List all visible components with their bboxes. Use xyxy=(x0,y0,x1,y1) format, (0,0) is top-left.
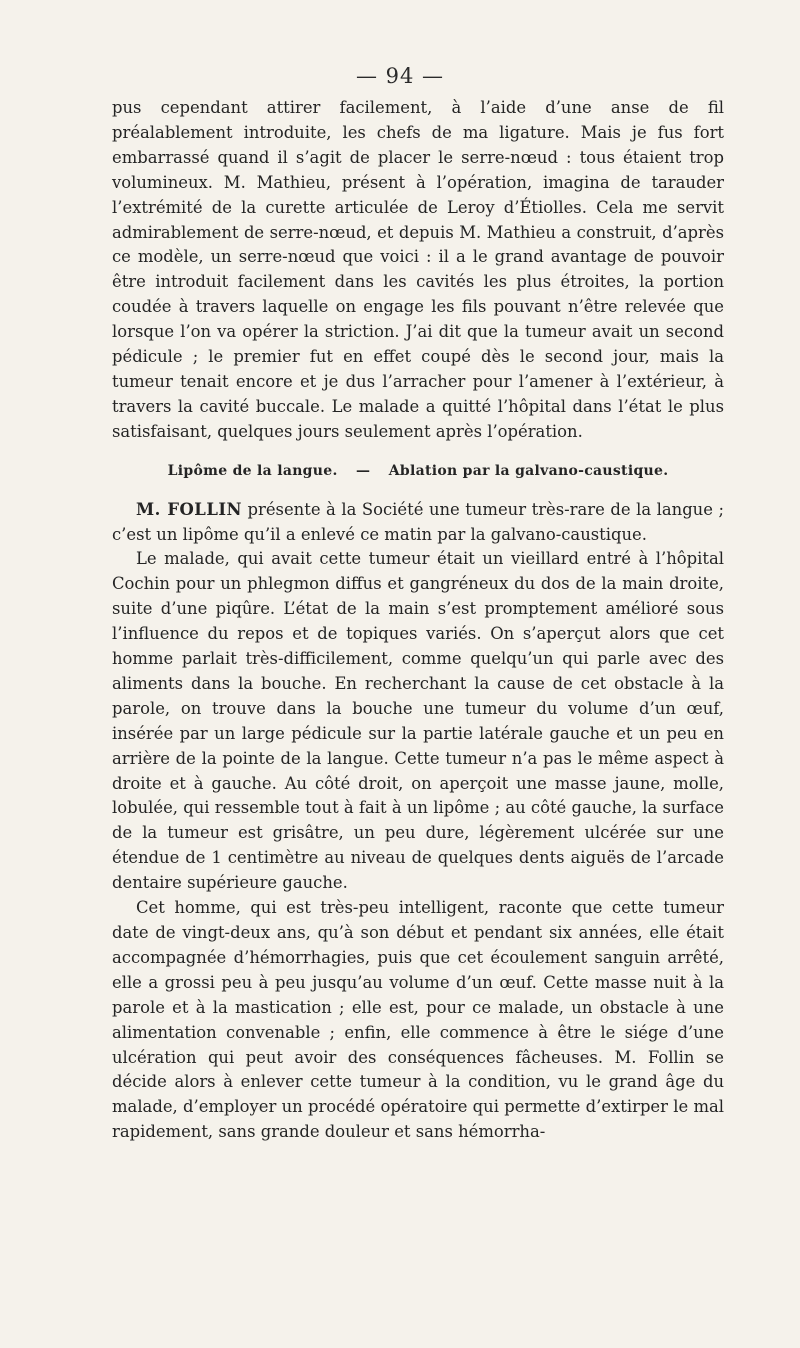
opening-paragraph: pus cependant attirer facilement, à l’aide d’une anse de fil préalablement introduite, les chefs de ma ligature. Mais je fus fort embarrassé quand il s’agit de placer le serre-nœud : tous étaient trop volumineux. M. Mathieu, présent à l’opération, imagina de tarauder l’extrémité de la curette articulée de Leroy d’Étiolles. Cela me servit admirablement de serre-nœud, et depuis M. Mathieu a construit, d’après ce modèle, un serre-nœud que voici : il a le grand avantage de pouvoir être introduit facilement dans les cavités les plus étroites, la portion coudée à travers laquelle on engage les fils pouvant n’être relevée que lorsque l’on va opérer la striction. J’ai dit que la tumeur avait un second pédicule ; le premier fut en effet coupé dès le second jour, mais la tumeur tenait encore et je dus l’arracher pour l’amener à l’extérieur, à travers la cavité buccale. Le malade a quitté l’hôpital dans l’état le plus satisfaisant, quelques jours seulement après l’opération. xyxy=(112,98,724,441)
second-section-paragraph-3: Cet homme, qui est très-peu intelligent, raconte que cette tumeur date de vingt-deux ans, qu’à son début et pendant six années, elle était accompagnée d’hémorrhagies, puis que cet écoulement sanguin arrêté, elle a grossi peu à peu jusqu’au volume d’un œuf. Cette masse nuit à la parole et à la mastication ; elle est, pour ce malade, un obstacle à une alimentation convenable ; enfin, elle commence à être le siége d’une ulcération qui peut avoir des conséquences fâcheuses. M. Follin se décide alors à enlever cette tumeur à la condition, vu le grand âge du malade, d’employer un procédé opératoire qui permette d’extirper le mal rapidement, sans grande douleur et sans hémorrha- xyxy=(112,898,724,1142)
section-heading-part-1: Lipôme de la langue. xyxy=(167,462,338,479)
section-heading xyxy=(112,459,724,484)
section-heading-part-2: Ablation par la galvano-caustique. xyxy=(388,462,669,479)
page-number: — 94 — xyxy=(355,64,445,88)
body-text xyxy=(112,96,724,1145)
second-section-intro-text: présente à la Société une tumeur très-rare de la langue ; c’est un lipôme qu’il a enlevé ce matin par la galvano-caustique. xyxy=(112,499,725,544)
second-section-intro xyxy=(112,498,724,548)
speaker-name: M. FOLLIN xyxy=(136,499,242,519)
second-section-paragraph-2: Le malade, qui avait cette tumeur était un vieillard entré à l’hôpital Cochin pour un phlegmon diffus et gangréneux du dos de la main droite, suite d’une piqûre. L’état de la main s’est promptement amélioré sous l’influence du repos et de topiques variés. On s’aperçut alors que cet homme parlait très-difficilement, comme quelqu’un qui parle avec des aliments dans la bouche. En recherchant la cause de cet obstacle à la parole, on trouve dans la bouche une tumeur du volume d’un œuf, insérée par un large pédicule sur la partie latérale gauche et un peu en arrière de la pointe de la langue. Cette tumeur n’a pas le même aspect à droite et à gauche. Au côté droit, on aperçoit une masse jaune, molle, lobulée, qui ressemble tout à fait à un lipôme ; au côté gauche, la surface de la tumeur est grisâtre, un peu dure, légèrement ulcérée sur une étendue de 1 centimètre au niveau de quelques dents aiguës de l’arcade dentaire supérieure gauche. xyxy=(112,549,724,893)
section-heading-dash: — xyxy=(356,462,371,479)
